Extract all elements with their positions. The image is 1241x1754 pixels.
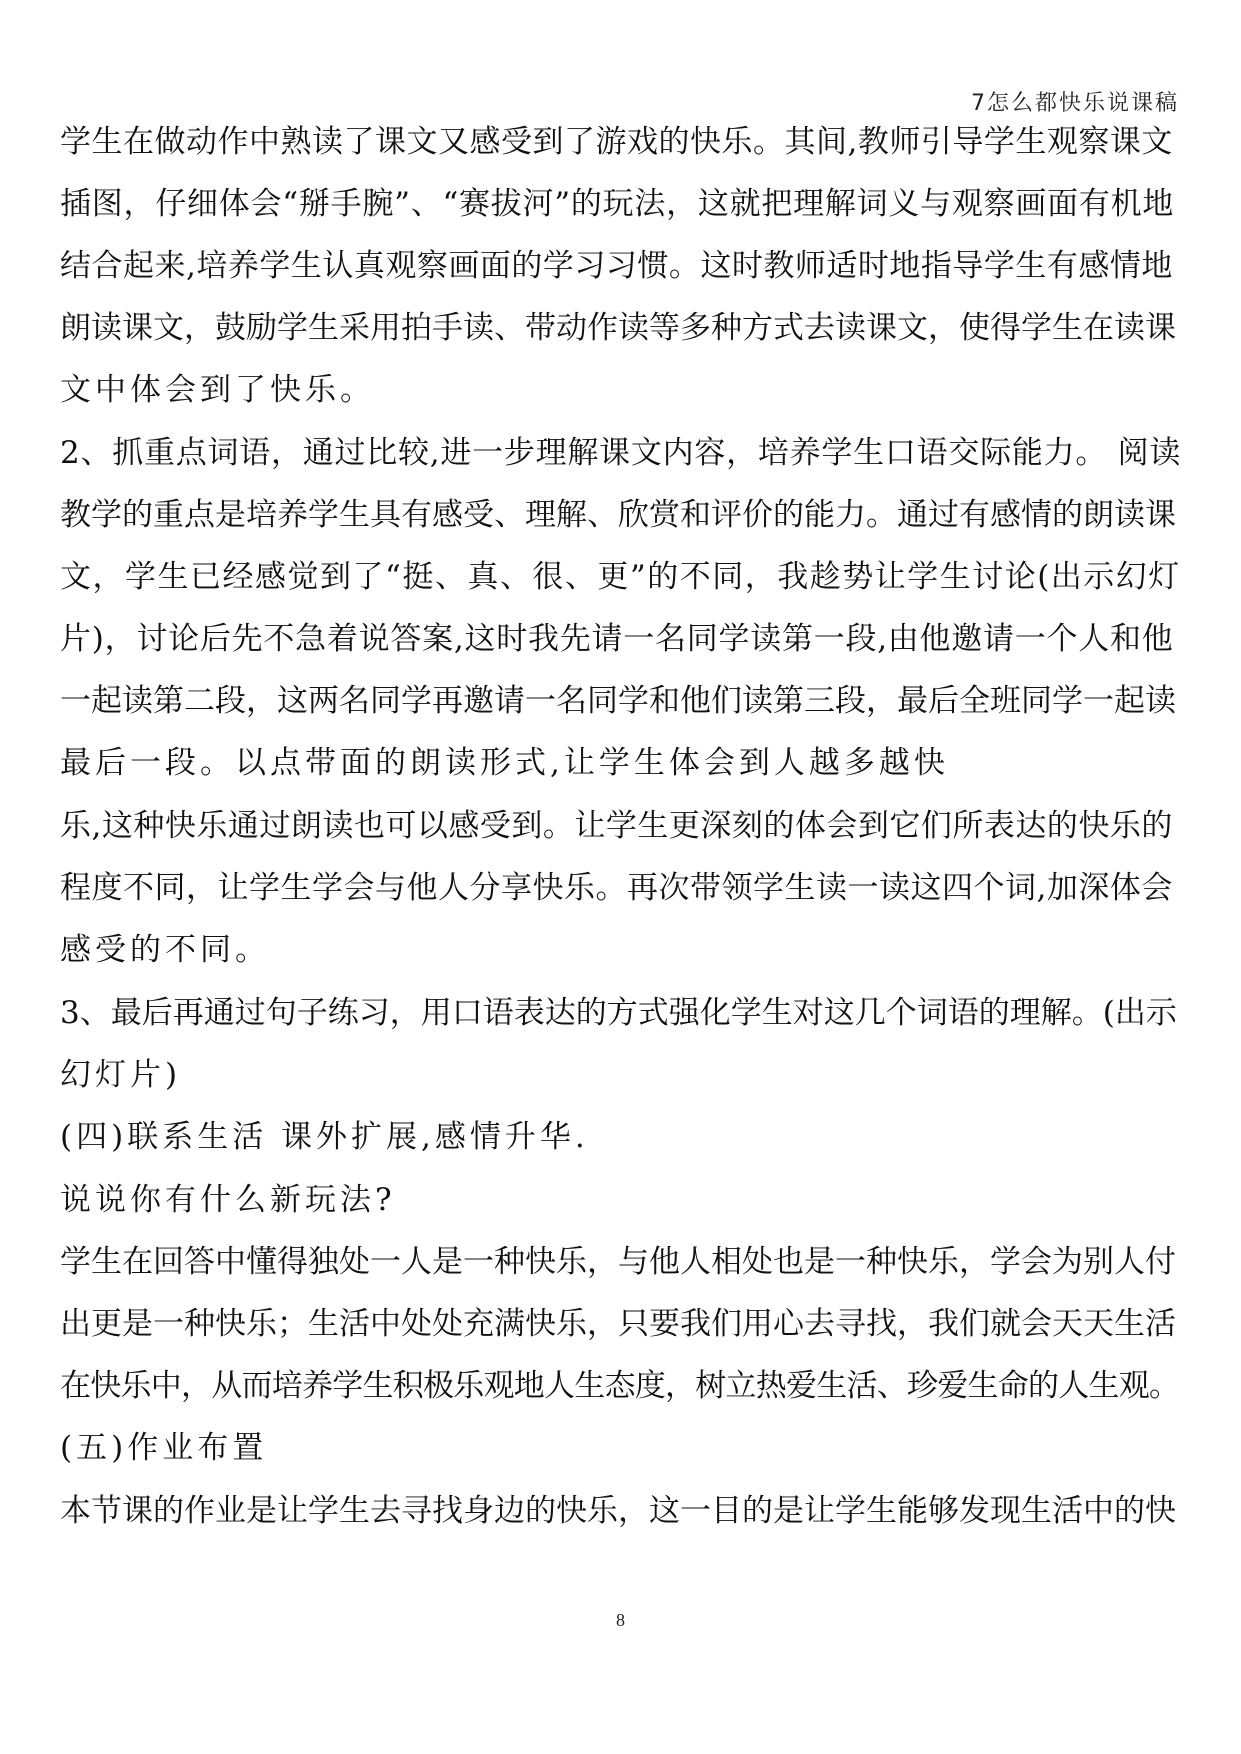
text-line: 学生在回答中懂得独处一人是一种快乐，与他人相处也是一种快乐，学会为别人付 [60,1244,1176,1280]
text-line: 结合起来,培养学生认真观察画面的学习习惯。这时教师适时地指导学生有感情地 [60,248,1173,284]
page-number: 8 [616,1610,625,1630]
text-line: 程度不同，让学生学会与他人分享快乐。再次带领学生读一读这四个词,加深体会 [60,870,1173,906]
text-line: 在快乐中，从而培养学生积极乐观地人生态度，树立热爱生活、珍爱生命的人生观。 [60,1368,1180,1404]
text-line: 感受的不同。 [60,932,270,968]
text-line: 幻灯片) [60,1057,182,1093]
text-line: 3、最后再通过句子练习，用口语表达的方式强化学生对这几个词语的理解。(出示 [60,995,1177,1031]
text-line: 一起读第二段，这两名同学再邀请一名同学和他们读第三段，最后全班同学一起读 [60,683,1176,719]
text-line: 说说你有什么新玩法? [60,1182,396,1218]
text-line: 朗读课文，鼓励学生采用拍手读、带动作读等多种方式去读课文，使得学生在读课 [60,310,1176,346]
text-line: 教学的重点是培养学生具有感受、理解、欣赏和评价的能力。通过有感情的朗读课 [60,497,1176,533]
text-line: 文中体会到了快乐。 [60,372,375,408]
section-heading: (四)联系生活 课外扩展,感情升华. [60,1119,589,1155]
text-line: 本节课的作业是让学生去寻找身边的快乐，这一目的是让学生能够发现生活中的快 [60,1493,1176,1529]
text-line: 学生在做动作中熟读了课文又感受到了游戏的快乐。其间,教师引导学生观察课文 [60,124,1173,160]
text-line: 乐,这种快乐通过朗读也可以感受到。让学生更深刻的体会到它们所表达的快乐的 [60,808,1173,844]
text-line: 片)，讨论后先不急着说答案,这时我先请一名同学读第一段,由他邀请一个人和他 [60,621,1174,657]
running-header: 7怎么都快乐说课稿 [971,91,1179,116]
text-line: 最后一段。以点带面的朗读形式,让学生体会到人越多越快 [60,745,949,781]
text-line: 插图，仔细体会“掰手腕”、“赛拔河”的玩法，这就把理解词义与观察画面有机地 [60,186,1175,222]
text-line: 文，学生已经感觉到了“挺、真、很、更”的不同，我趁势让学生讨论(出示幻灯 [60,559,1181,595]
section-heading: (五)作业布置 [60,1430,268,1466]
text-line: 2、抓重点词语，通过比较,进一步理解课文内容，培养学生口语交际能力。 阅读 [60,435,1182,471]
text-line: 出更是一种快乐；生活中处处充满快乐，只要我们用心去寻找，我们就会天天生活 [60,1306,1176,1342]
